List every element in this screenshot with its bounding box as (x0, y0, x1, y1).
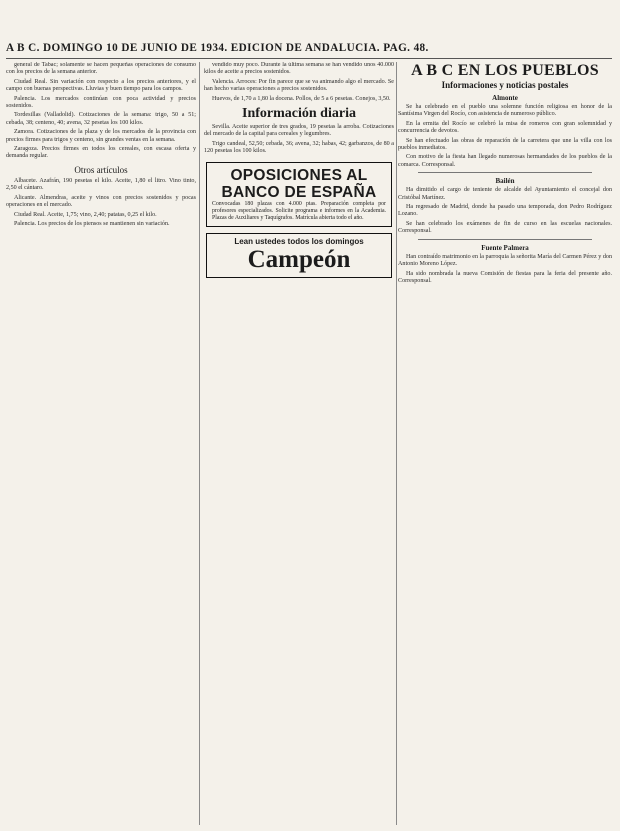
section-heading-informacion: Información diaria (242, 106, 356, 122)
ad-brand: Campeón (247, 245, 351, 273)
paragraph: Trigo candeal, 52,50; cebada, 36; avena, 32; habas, 42; garbanzos, de 80 a 120 pesetas los 100 kilos. (204, 140, 394, 155)
paragraph: Albacete. Azafrán, 190 pesetas el kilo. Aceite, 1,80 el litro. Vino tinto, 2,50 el cántaro. (6, 177, 196, 192)
paragraph: Ha dimitido el cargo de teniente de alcalde del Ayuntamiento el concejal don Cristóbal Martínez. (398, 187, 612, 201)
ad-headline: OPOSICIONES AL BANCO DE ESPAÑA (221, 166, 377, 201)
column-rule-left (199, 62, 200, 825)
paragraph: Palencia. Los precios de los piensos se mantienen sin variación. (14, 220, 170, 227)
column-abc-pueblos (398, 62, 612, 825)
section-title: A B C EN LOS PUEBLOS (411, 62, 599, 79)
paragraph: Ciudad Real. Sin variación con respecto a los precios anteriores, y el campo con buenas perspectivas. Lluvias y buen tiempo para los campos. (6, 78, 196, 93)
paragraph: En la ermita del Rocío se celebró la misa de romeros con gran solemnidad y concurrencia de devotos. (398, 120, 612, 135)
column-market-reports (6, 62, 196, 825)
section-subtitle: Informaciones y noticias postales (441, 80, 569, 90)
paragraph: Ha sido nombrada la nueva Comisión de fiestas para la feria del presente año. Corresponsal. (398, 270, 612, 284)
column-market-continued (204, 62, 394, 825)
column-rule-right (396, 62, 397, 825)
ad-body: Convocadas 180 plazas con 4.000 ptas. Preparación completa por profesores especializados. Solicite programa e informes en la Academia. Plazas de Auxiliares y Taquígrafos. Matrícula abierta todo el año. (212, 200, 386, 221)
advertisement-campeon (206, 233, 392, 278)
town-heading-almonte: Almonte (492, 94, 518, 102)
section-heading-otros: Otros artículos (74, 164, 128, 175)
paragraph: Valencia. Arroces: Por fin parece que se va animando algo el mercado. Se han hecho varias operaciones a precios sostenidos. (204, 78, 394, 93)
town-heading-fuente-palmera: Fuente Palmera (481, 243, 529, 252)
paragraph: Sevilla. Aceite superior de tres grados, 19 pesetas la arroba. Cotizaciones del mercado de la capital para cereales y legumbres. (204, 124, 394, 138)
paragraph: Se ha celebrado en el pueblo una solemne función religiosa en honor de la Santísima Virgen del Rocío, con asistencia de numeroso público. (398, 104, 612, 118)
paragraph: Ha regresado de Madrid, donde ha pasado una temporada, don Pedro Rodríguez Lozano. (398, 204, 612, 218)
paragraph: Ciudad Real. Aceite, 1,75; vino, 2,40; patatas, 0,25 el kilo. (14, 211, 157, 218)
masthead: A B C. DOMINGO 10 DE JUNIO DE 1934. EDICION DE ANDALUCIA. PAG. 48. (6, 42, 612, 59)
paragraph: Zamora. Cotizaciones de la plaza y de los mercados de la provincia con precios firmes para trigos y centeno, sin grandes ventas en la semana. (6, 129, 196, 143)
paragraph: Huevos, de 1,70 a 1,80 la docena. Pollos, de 5 a 6 pesetas. Conejos, 3,50. (212, 95, 391, 102)
divider (418, 172, 592, 173)
paragraph: Han contraído matrimonio en la parroquia la señorita María del Carmen Pérez y don Antonio Moreno López. (398, 253, 612, 268)
town-heading-bailen: Bailén (495, 177, 515, 186)
divider (418, 239, 592, 240)
paragraph: Se han efectuado las obras de reparación de la carretera que une la villa con los pueblos inmediatos. (398, 137, 612, 152)
paragraph: Se han celebrado los exámenes de fin de curso en las escuelas nacionales. Corresponsal. (398, 220, 612, 235)
paragraph: general de Tabac; solamente se hacen pequeñas operaciones de consumo con los precios de la semana anterior. (6, 62, 196, 76)
paragraph: Alicante. Almendras, aceite y vinos con precios sostenidos y pocas operaciones en el mercado. (6, 194, 196, 209)
paragraph: Palencia. Los mercados continúan con poca actividad y precios sostenidos. (6, 95, 196, 110)
advertisement-oposiciones (206, 162, 392, 227)
paragraph: vendido muy poco. Durante la última semana se han vendido unos 40.000 kilos de aceite a precios sostenidos. (204, 62, 394, 76)
paragraph: Con motivo de la fiesta han llegado numerosas hermandades de los pueblos de la comarca. Corresponsal. (398, 154, 612, 168)
paragraph: Tordesillas (Valladolid). Cotizaciones de la semana: trigo, 50 a 51; cebada, 38; centeno, 40; avena, 32 pesetas los 100 kilos. (6, 112, 196, 126)
paragraph: Zaragoza. Precios firmes en todos los cereales, con escasa oferta y demanda regular. (6, 146, 196, 160)
ad-tagline: Lean ustedes todos los domingos (234, 236, 364, 246)
